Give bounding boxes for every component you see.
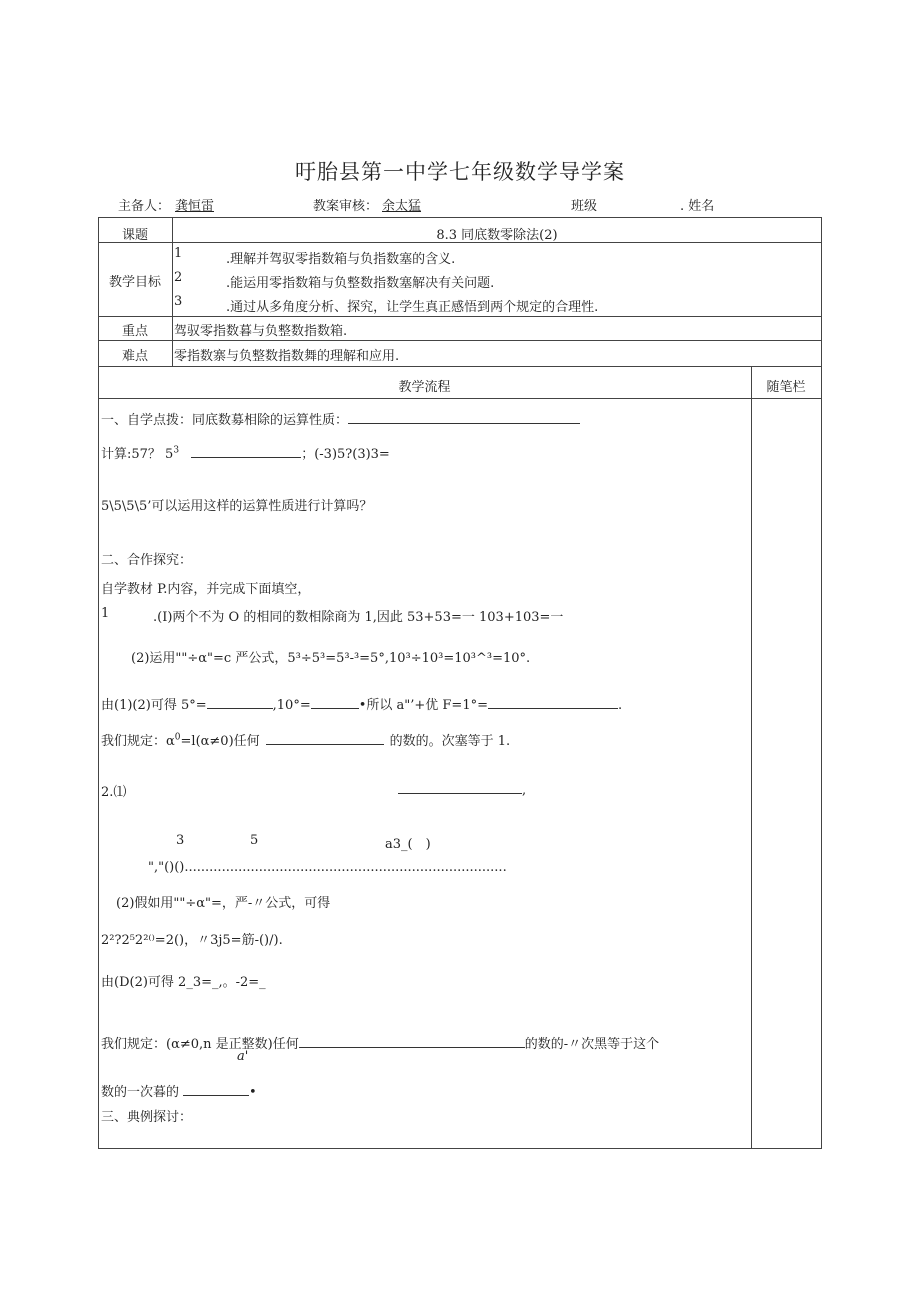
reviewer-label: 教案审核： — [313, 199, 379, 214]
part-2d: 由(D(2)可得 2_3=_,。-2=_ — [101, 975, 266, 990]
part-2c: 2²?2⁵2²⁽⁾=2()，〃3j5=筋-()/). — [101, 933, 283, 948]
section-1-line: 一、自学点拨：同底数募相除的运算性质： — [101, 409, 580, 428]
derive-1-line: 由(1)(2)可得 5°= ,10°= •所以 a"’+优 F=1°= . — [101, 698, 623, 713]
goal-1-text: .理解并驾驭零指数箱与负指数塞的含义. — [226, 252, 456, 267]
part-2b: (2)假如用""÷α"=，严-〃公式，可得 — [116, 896, 331, 911]
topic-label: 课题 — [121, 228, 148, 243]
name-label: . 姓名 — [680, 199, 715, 214]
goal-1-num: 1 — [174, 246, 183, 261]
question-line: 5\5\5\5’可以运用这样的运算性质进行计算吗？ — [101, 499, 373, 514]
item-2-text: (2)运用""÷α"=c 严公式，5³÷5³=5³-³=5°,10³÷10³=10³^³=10°. — [131, 651, 531, 666]
preparer-label: 主备人： — [118, 199, 171, 214]
row-3-a: 3 — [176, 833, 185, 848]
part-2-num: 2.⑴ — [101, 785, 127, 800]
flow-label: 教学流程 — [398, 380, 451, 395]
rule-1-line: 我们规定：$\alpha^0=l(\alpha\ne 0)$任何 的数的。次塞等于 1. — [101, 732, 511, 749]
item-1-text: .(I)两个不为 O 的相同的数相除商为 1,因此 53+53=一 103+103=一 — [153, 610, 564, 625]
reviewer-name: 余太猛 — [382, 199, 422, 214]
rule-2-fraction: a' — [237, 1049, 249, 1064]
goal-3-num: 3 — [174, 294, 183, 309]
key-label: 重点 — [121, 324, 148, 339]
rule-2-cont: 数的一次暮的 • — [101, 1085, 257, 1100]
difficulty-value: 零指数寨与负整数指数舞的理解和应用. — [174, 349, 400, 364]
goal-3-text: .通过从多角度分析、探究，让学生真正感悟到两个规定的合理性. — [226, 300, 599, 315]
topic-value: 8.3 同底数零除法(2) — [436, 228, 558, 243]
rule-2-line: 我们规定：(α≠0,n 是正整数)任何 的数的-〃次黑等于这个 — [101, 1037, 660, 1052]
part-2-blank: , — [398, 783, 526, 798]
difficulty-label: 难点 — [121, 349, 148, 364]
class-label: 班级 — [571, 199, 598, 214]
section-3-heading: 三、典例探讨： — [101, 1110, 193, 1125]
preparer-name: 龚恒雷 — [175, 199, 215, 214]
calc-line: 计算:57？ $5^3$ ；(-3)5?(3)3= — [101, 445, 390, 462]
row-3-c: a3_( ) — [385, 837, 431, 852]
row-3-b: 5 — [250, 833, 259, 848]
key-value: 驾驭零指数暮与负整数指数箱. — [174, 324, 348, 339]
goal-2-num: 2 — [174, 270, 183, 285]
goals-label: 教学目标 — [108, 275, 161, 290]
dots-row: ","()().............................................................................. — [148, 860, 507, 875]
item-1-num: 1 — [101, 606, 110, 621]
goal-2-text: .能运用零指数箱与负整数指数塞解决有关问题. — [226, 276, 495, 291]
notes-label: 随笔栏 — [766, 380, 806, 395]
section-2-intro: 自学教材 P.内容，并完成下面填空， — [101, 582, 311, 597]
section-2-heading: 二、合作探究： — [101, 553, 193, 568]
page-title: 吁胎县第一中学七年级数学导学案 — [295, 160, 625, 184]
